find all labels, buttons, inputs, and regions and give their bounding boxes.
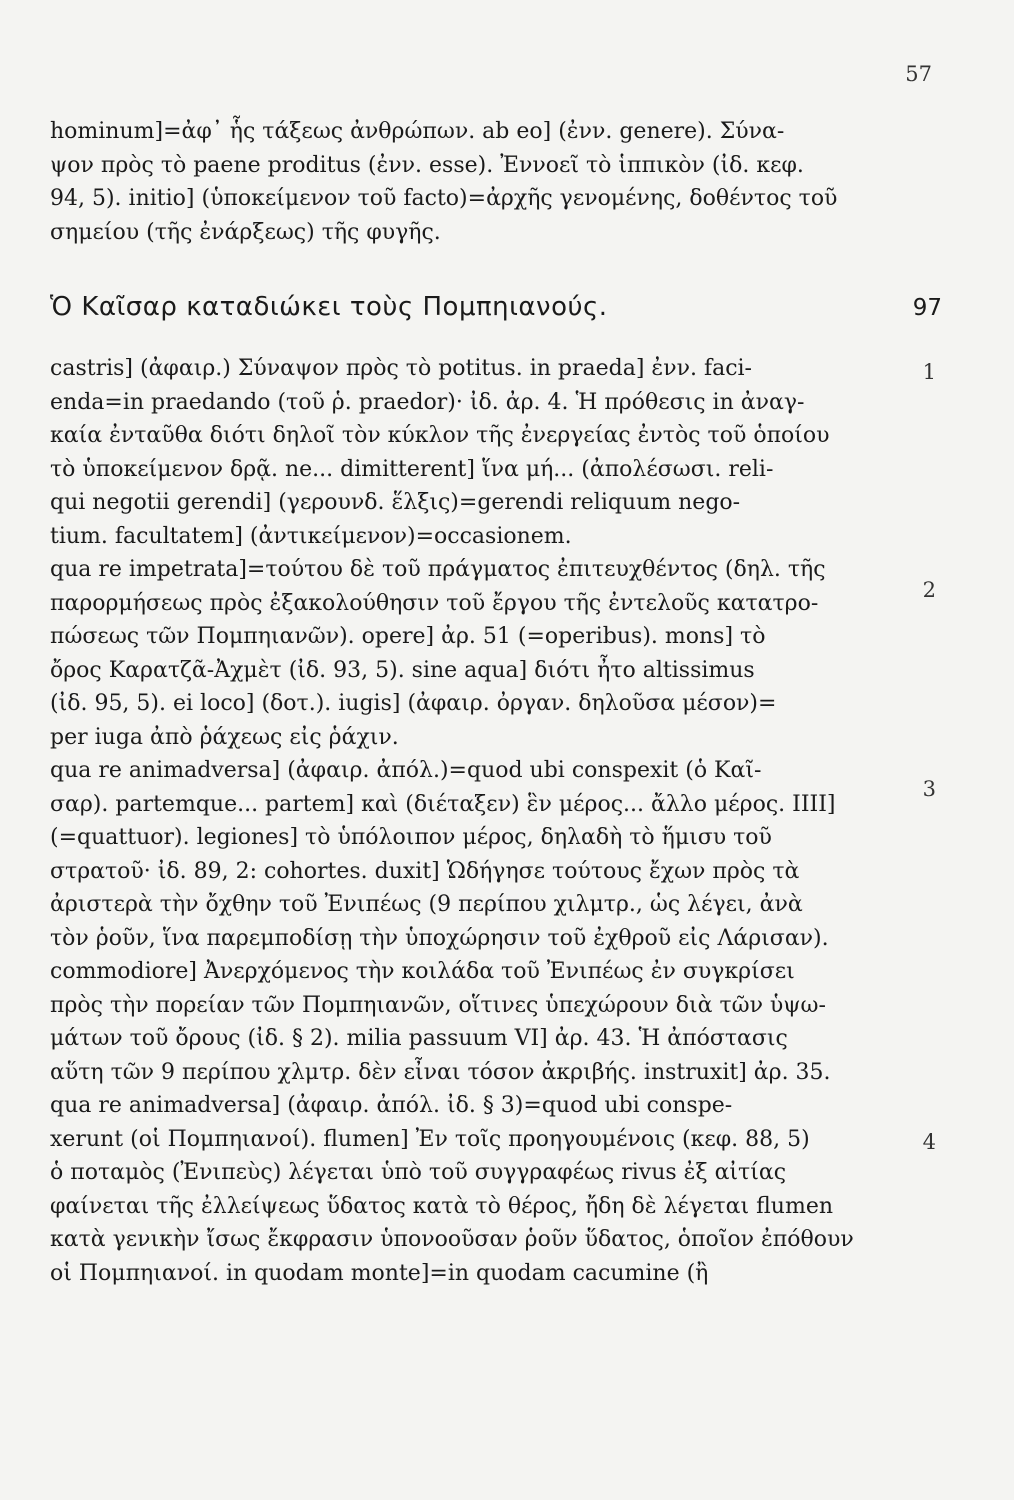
text-line: ὄρος Καρατζᾶ-Ἀχμὲτ (ἰδ. 93, 5). sine aqua] διότι ἦτο altissimus (50, 657, 755, 683)
text-line: commodiore] Ἀνερχόμενος τὴν κοιλάδα τοῦ Ἐνιπέως ἐν συγκρίσει (50, 959, 795, 984)
text-line: πρὸς τὴν πορείαν τῶν Πομπηιανῶν, οἵτινες ὑπεχώρουν διὰ τῶν ὑψω- (50, 992, 826, 1018)
text-line: ἀριστερὰ τὴν ὄχθην τοῦ Ἐνιπέως (9 περίπου χιλμτρ., ὡς λέγει, ἀνὰ (50, 892, 803, 917)
text-line: xerunt (οἱ Πομπηιανοί). flumen] Ἐν τοῖς προηγουμένοις (κεφ. 88, 5) (50, 1126, 810, 1152)
text-line: φαίνεται τῆς ἐλλείψεως ὕδατος κατὰ τὸ θέρος, ἤδη δὲ λέγεται flumen (50, 1193, 834, 1219)
margin-section-number: 2 (922, 578, 936, 602)
text-line: enda=in praedando (τοῦ ῥ. praedor)· ἰδ. ἀρ. 4. Ἡ πρόθεσις in ἀναγ- (50, 389, 805, 415)
text-line: στρατοῦ· ἰδ. 89, 2: cohortes. duxit] Ὡδήγησε τούτους ἔχων πρὸς τὰ (50, 858, 800, 884)
intro-paragraph (50, 115, 892, 249)
text-line: σαρ). partemque... partem] καὶ (διέταξεν) ἓν μέρος... ἄλλο μέρος. IIII] (50, 791, 836, 817)
text-line: hominum]=ἀφ᾽ ἧς τάξεως ἀνθρώπων. ab eo] (ἐνν. genere). Σύνα- (50, 119, 785, 144)
text-line: qua re animadversa] (ἀφαιρ. ἀπόλ. ἰδ. § 3)=quod ubi conspe- (50, 1093, 733, 1118)
text-line: τὸν ῥοῦν, ἵνα παρεμποδίσῃ τὴν ὑποχώρησιν τοῦ ἐχθροῦ εἰς Λάρισαν). (50, 925, 829, 951)
section-heading: Ὁ Καῖσαρ καταδιώκει τοὺς Πομπηιανούς. (50, 292, 608, 322)
text-line: αὕτη τῶν 9 περίπου χλμτρ. δὲν εἶναι τόσον ἀκριβής. instruxit] ἀρ. 35. (50, 1059, 831, 1085)
text-line: qua re animadversa] (ἀφαιρ. ἀπόλ.)=quod ubi conspexit (ὁ Καῖ- (50, 758, 762, 783)
chapter-number: 97 (912, 295, 942, 321)
text-line: (=quattuor). legiones] τὸ ὑπόλοιπον μέρος, δηλαδὴ τὸ ἥμισυ τοῦ (50, 825, 772, 850)
text-line: qui negotii gerendi] (γερουνδ. ἕλξις)=gerendi reliquum nego- (50, 490, 741, 515)
text-line: μάτων τοῦ ὄρους (ἰδ. § 2). milia passuum VI] ἀρ. 43. Ἡ ἀπόστασις (50, 1026, 788, 1051)
text-line: per iuga ἀπὸ ῥάχεως εἰς ῥάχιν. (50, 724, 399, 750)
margin-section-number: 4 (922, 1130, 936, 1154)
text-line: πώσεως τῶν Πομπηιανῶν). opere] ἀρ. 51 (=operibus). mons] τὸ (50, 624, 766, 649)
margin-section-number: 1 (922, 360, 936, 384)
text-line: σημείου (τῆς ἐνάρξεως) τῆς φυγῆς. (50, 219, 441, 245)
commentary-body (50, 352, 892, 1290)
text-line: ψον πρὸς τὸ paene proditus (ἐνν. esse). Ἐννοεῖ τὸ ἱππικὸν (ἰδ. κεφ. (50, 152, 804, 178)
text-line: ὁ ποταμὸς (Ἐνιπεὺς) λέγεται ὑπὸ τοῦ συγγραφέως rivus ἐξ αἰτίας (50, 1160, 787, 1185)
text-line: καία ἐνταῦθα διότι δηλοῖ τὸν κύκλον τῆς ἐνεργείας ἐντὸς τοῦ ὁποίου (50, 423, 830, 448)
page-number: 57 (905, 62, 932, 86)
text-line: οἱ Πομπηιανοί. in quodam monte]=in quodam cacumine (ἢ (50, 1260, 709, 1286)
text-line: (ἰδ. 95, 5). ei loco] (δοτ.). iugis] (ἀφαιρ. ὀργαν. δηλοῦσα μέσον)= (50, 691, 777, 716)
text-line: qua re impetrata]=τούτου δὲ τοῦ πράγματος ἐπιτευχθέντος (δηλ. τῆς (50, 557, 826, 582)
text-line: τὸ ὑποκείμενον δρᾷ. ne... dimitterent] ἵνα μή... (ἀπολέσωσι. reli- (50, 456, 774, 482)
section-heading-row (50, 292, 942, 322)
text-line: castris] (ἀφαιρ.) Σύναψον πρὸς τὸ potitus. in praeda] ἐνν. faci- (50, 356, 752, 381)
text-line: tium. facultatem] (ἀντικείμενον)=occasionem. (50, 523, 572, 549)
margin-section-number: 3 (922, 777, 936, 801)
text-line: κατὰ γενικὴν ἴσως ἔκφρασιν ὑπονοοῦσαν ῥοῦν ὕδατος, ὁποῖον ἐπόθουν (50, 1227, 854, 1252)
text-line: 94, 5). initio] (ὑποκείμενον τοῦ facto)=ἀρχῆς γενομένης, δοθέντος τοῦ (50, 186, 838, 211)
text-line: παρορμήσεως πρὸς ἐξακολούθησιν τοῦ ἔργου τῆς ἐντελοῦς κατατρο- (50, 590, 819, 616)
